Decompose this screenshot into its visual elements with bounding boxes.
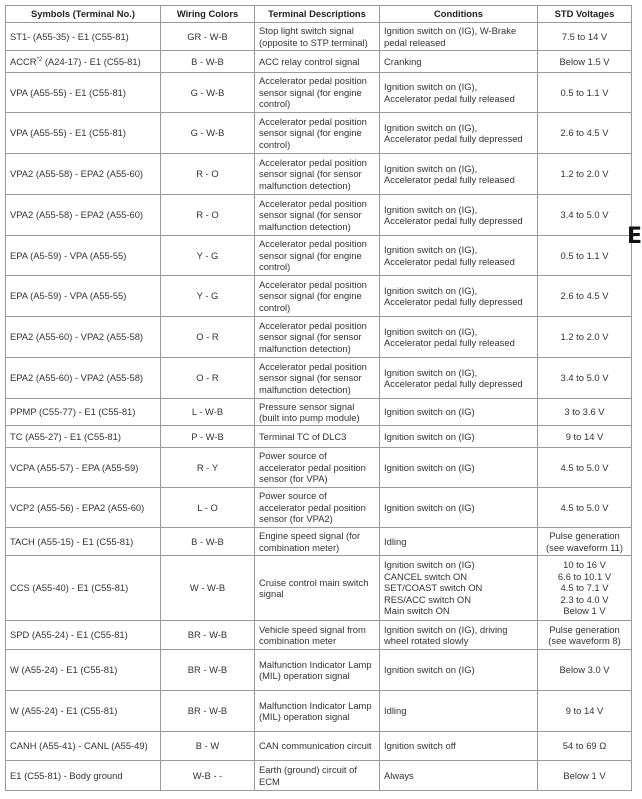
description-cell: Accelerator pedal position sensor signal (for sensor malfunction detection)	[255, 358, 380, 399]
condition-cell: Ignition switch on (IG), Accelerator pedal fully depressed	[380, 195, 538, 236]
condition-cell: Ignition switch on (IG)	[380, 426, 538, 448]
symbol-cell: PPMP (C55-77) - E1 (C55-81)	[6, 399, 161, 426]
condition-cell: Cranking	[380, 51, 538, 73]
std-voltage-cell: 2.6 to 4.5 V	[538, 113, 632, 154]
description-cell: Accelerator pedal position sensor signal (for engine control)	[255, 236, 380, 276]
symbol-cell: TC (A55-27) - E1 (C55-81)	[6, 426, 161, 448]
std-voltage-cell: Below 1 V	[538, 761, 632, 791]
table-row	[6, 732, 632, 761]
table-row	[6, 358, 632, 399]
header-wiring-colors: Wiring Colors	[161, 6, 255, 23]
wiring-color-cell: BR - W-B	[161, 691, 255, 732]
condition-cell: Idling	[380, 528, 538, 556]
symbol-cell: W (A55-24) - E1 (C55-81)	[6, 691, 161, 732]
std-voltage-cell: 2.6 to 4.5 V	[538, 276, 632, 317]
wiring-color-cell: Y - G	[161, 236, 255, 276]
std-voltage-cell: Below 1.5 V	[538, 51, 632, 73]
symbol-cell: EPA (A5-59) - VPA (A55-55)	[6, 276, 161, 317]
table-row	[6, 236, 632, 276]
condition-cell: Ignition switch on (IG)	[380, 399, 538, 426]
wiring-color-cell: R - O	[161, 154, 255, 195]
description-cell: Vehicle speed signal from combination meter	[255, 621, 380, 650]
symbol-cell: VPA (A55-55) - E1 (C55-81)	[6, 73, 161, 113]
description-cell: Accelerator pedal position sensor signal (for sensor malfunction detection)	[255, 154, 380, 195]
header-terminal-descriptions: Terminal Descriptions	[255, 6, 380, 23]
wiring-color-cell: W - W-B	[161, 556, 255, 621]
condition-cell: Ignition switch on (IG) CANCEL switch ON SET/COAST switch ON RES/ACC switch ON Main switch ON	[380, 556, 538, 621]
symbol-cell: E1 (C55-81) - Body ground	[6, 761, 161, 791]
symbol-cell: ACCR$^{*2}$ (A24-17) - E1 (C55-81)	[6, 51, 161, 73]
symbol-cell: ST1- (A55-35) - E1 (C55-81)	[6, 23, 161, 51]
wiring-color-cell: O - R	[161, 317, 255, 358]
condition-cell: Ignition switch on (IG)	[380, 650, 538, 691]
description-cell: Cruise control main switch signal	[255, 556, 380, 621]
std-voltage-cell: 0.5 to 1.1 V	[538, 73, 632, 113]
wiring-color-cell: G - W-B	[161, 73, 255, 113]
condition-cell: Idling	[380, 691, 538, 732]
condition-cell: Ignition switch on (IG), Accelerator pedal fully depressed	[380, 358, 538, 399]
description-cell: Accelerator pedal position sensor signal (for engine control)	[255, 113, 380, 154]
std-voltage-cell: 4.5 to 5.0 V	[538, 448, 632, 488]
wiring-color-cell: L - W-B	[161, 399, 255, 426]
wiring-color-cell: B - W-B	[161, 51, 255, 73]
condition-cell: Ignition switch on (IG), Accelerator pedal fully released	[380, 73, 538, 113]
description-cell: Accelerator pedal position sensor signal (for engine control)	[255, 276, 380, 317]
table-row	[6, 426, 632, 448]
condition-cell: Ignition switch on (IG)	[380, 448, 538, 488]
wiring-color-cell: G - W-B	[161, 113, 255, 154]
description-cell: Earth (ground) circuit of ECM	[255, 761, 380, 791]
std-voltage-cell: 0.5 to 1.1 V	[538, 236, 632, 276]
symbol-cell: EPA2 (A55-60) - VPA2 (A55-58)	[6, 317, 161, 358]
table-row	[6, 73, 632, 113]
symbol-cell: TACH (A55-15) - E1 (C55-81)	[6, 528, 161, 556]
std-voltage-cell: 9 to 14 V	[538, 426, 632, 448]
table-row	[6, 154, 632, 195]
description-cell: Accelerator pedal position sensor signal (for engine control)	[255, 73, 380, 113]
condition-cell: Ignition switch on (IG), Accelerator pedal fully depressed	[380, 113, 538, 154]
std-voltage-cell: 1.2 to 2.0 V	[538, 317, 632, 358]
condition-cell: Ignition switch on (IG), Accelerator pedal fully depressed	[380, 276, 538, 317]
wiring-color-cell: Y - G	[161, 276, 255, 317]
std-voltage-cell: 7.5 to 14 V	[538, 23, 632, 51]
std-voltage-cell: Pulse generation (see waveform 11)	[538, 528, 632, 556]
symbol-cell: CANH (A55-41) - CANL (A55-49)	[6, 732, 161, 761]
symbol-cell: EPA2 (A55-60) - VPA2 (A55-58)	[6, 358, 161, 399]
std-voltage-cell: 3.4 to 5.0 V	[538, 195, 632, 236]
table-row	[6, 691, 632, 732]
wiring-color-cell: R - Y	[161, 448, 255, 488]
description-cell: Engine speed signal (for combination meter)	[255, 528, 380, 556]
wiring-color-cell: BR - W-B	[161, 650, 255, 691]
std-voltage-cell: 4.5 to 5.0 V	[538, 488, 632, 528]
description-cell: Power source of accelerator pedal position sensor (for VPA)	[255, 448, 380, 488]
std-voltage-cell: Below 3.0 V	[538, 650, 632, 691]
condition-cell: Always	[380, 761, 538, 791]
description-cell: Accelerator pedal position sensor signal (for sensor malfunction detection)	[255, 195, 380, 236]
condition-cell: Ignition switch on (IG), Accelerator pedal fully released	[380, 317, 538, 358]
wiring-color-cell: W-B - -	[161, 761, 255, 791]
table-row	[6, 195, 632, 236]
description-cell: Malfunction Indicator Lamp (MIL) operation signal	[255, 691, 380, 732]
condition-cell: Ignition switch on (IG)	[380, 488, 538, 528]
wiring-color-cell: B - W-B	[161, 528, 255, 556]
description-cell: Accelerator pedal position sensor signal (for sensor malfunction detection)	[255, 317, 380, 358]
header-std-voltages: STD Voltages	[538, 6, 632, 23]
table-row	[6, 528, 632, 556]
description-cell: Stop light switch signal (opposite to STP terminal)	[255, 23, 380, 51]
symbol-cell: VCPA (A55-57) - EPA (A55-59)	[6, 448, 161, 488]
std-voltage-cell: 3.4 to 5.0 V	[538, 358, 632, 399]
symbol-cell: VPA (A55-55) - E1 (C55-81)	[6, 113, 161, 154]
std-voltage-cell: 54 to 69 Ω	[538, 732, 632, 761]
wiring-color-cell: BR - W-B	[161, 621, 255, 650]
cut-off-letter: E	[627, 224, 642, 249]
header-conditions: Conditions	[380, 6, 538, 23]
condition-cell: Ignition switch on (IG), Accelerator pedal fully released	[380, 154, 538, 195]
table-row	[6, 23, 632, 51]
wiring-color-cell: R - O	[161, 195, 255, 236]
wiring-color-cell: GR - W-B	[161, 23, 255, 51]
std-voltage-cell: 9 to 14 V	[538, 691, 632, 732]
description-cell: CAN communication circuit	[255, 732, 380, 761]
wiring-color-cell: P - W-B	[161, 426, 255, 448]
table-row	[6, 650, 632, 691]
wiring-color-cell: O - R	[161, 358, 255, 399]
std-voltage-cell: Pulse generation (see waveform 8)	[538, 621, 632, 650]
std-voltage-cell: 10 to 16 V 6.6 to 10.1 V 4.5 to 7.1 V 2.3 to 4.0 V Below 1 V	[538, 556, 632, 621]
description-cell: Malfunction Indicator Lamp (MIL) operation signal	[255, 650, 380, 691]
std-voltage-cell: 1.2 to 2.0 V	[538, 154, 632, 195]
wiring-color-cell: L - O	[161, 488, 255, 528]
table-row	[6, 399, 632, 426]
table-row	[6, 448, 632, 488]
table-header-row	[6, 6, 632, 23]
description-cell: ACC relay control signal	[255, 51, 380, 73]
table-row	[6, 556, 632, 621]
condition-cell: Ignition switch on (IG), Accelerator pedal fully released	[380, 236, 538, 276]
table-row	[6, 276, 632, 317]
table-row	[6, 488, 632, 528]
description-cell: Terminal TC of DLC3	[255, 426, 380, 448]
symbol-cell: SPD (A55-24) - E1 (C55-81)	[6, 621, 161, 650]
wiring-color-cell: B - W	[161, 732, 255, 761]
description-cell: Pressure sensor signal (built into pump module)	[255, 399, 380, 426]
table-row	[6, 317, 632, 358]
table-row	[6, 113, 632, 154]
condition-cell: Ignition switch off	[380, 732, 538, 761]
std-voltage-cell: 3 to 3.6 V	[538, 399, 632, 426]
table-row	[6, 761, 632, 791]
table-row	[6, 51, 632, 73]
footnote-marker: *2	[36, 57, 43, 64]
symbol-cell: VPA2 (A55-58) - EPA2 (A55-60)	[6, 154, 161, 195]
terminal-voltage-table	[5, 5, 632, 791]
symbol-cell: EPA (A5-59) - VPA (A55-55)	[6, 236, 161, 276]
header-symbols: Symbols (Terminal No.)	[6, 6, 161, 23]
condition-cell: Ignition switch on (IG), driving wheel rotated slowly	[380, 621, 538, 650]
table-row	[6, 621, 632, 650]
condition-cell: Ignition switch on (IG), W-Brake pedal released	[380, 23, 538, 51]
symbol-cell: VCP2 (A55-56) - EPA2 (A55-60)	[6, 488, 161, 528]
symbol-cell: W (A55-24) - E1 (C55-81)	[6, 650, 161, 691]
description-cell: Power source of accelerator pedal position sensor (for VPA2)	[255, 488, 380, 528]
symbol-cell: VPA2 (A55-58) - EPA2 (A55-60)	[6, 195, 161, 236]
symbol-cell: CCS (A55-40) - E1 (C55-81)	[6, 556, 161, 621]
